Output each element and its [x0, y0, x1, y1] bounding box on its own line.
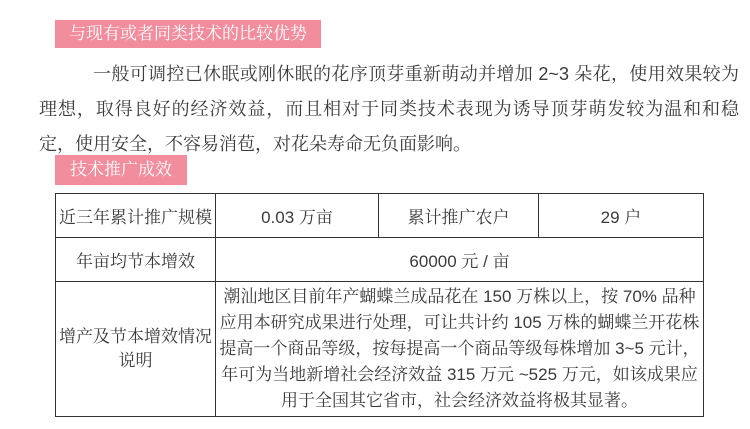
comparison-paragraph: 一般可调控已休眠或刚休眠的花序顶芽重新萌动并增加 2~3 朵花，使用效果较为理想，取得良好的经济效益，而且相对于同类技术表现为诱导顶芽萌发较为温和和稳定，使用安全，不容易消苞，对花朵寿命无负面影响。: [39, 64, 739, 154]
promotion-section-heading: 技术推广成效: [55, 155, 187, 185]
description-value-cell: 潮汕地区目前年产蝴蝶兰成品花在 150 万株以上，按 70% 品种应用本研究成果进行处理，可让共计约 105 万株的蝴蝶兰开花株提高一个商品等级，按每提高一个商品等级每株增加 3~5 元计，年可为当地新增社会经济效益 315 万元 ~525 万元，如该成果应用于全国其它省市，社会经济效益将极其显著。: [216, 282, 704, 417]
households-value-cell: 29 户: [539, 194, 704, 238]
promotion-results-table: [55, 193, 704, 417]
table-row-saving: [56, 238, 704, 282]
saving-label-cell: 年亩均节本增效: [56, 238, 216, 282]
description-label-cell: 增产及节本增效情况说明: [56, 282, 216, 417]
comparison-section-heading: 与现有或者同类技术的比较优势: [55, 20, 321, 48]
scale-label-cell: 近三年累计推广规模: [56, 194, 216, 238]
households-label-cell: 累计推广农户: [379, 194, 539, 238]
scale-value-cell: 0.03 万亩: [216, 194, 379, 238]
saving-value-cell: 60000 元 / 亩: [216, 238, 704, 282]
table-row-description: [56, 282, 704, 417]
table-row-scale: [56, 194, 704, 238]
